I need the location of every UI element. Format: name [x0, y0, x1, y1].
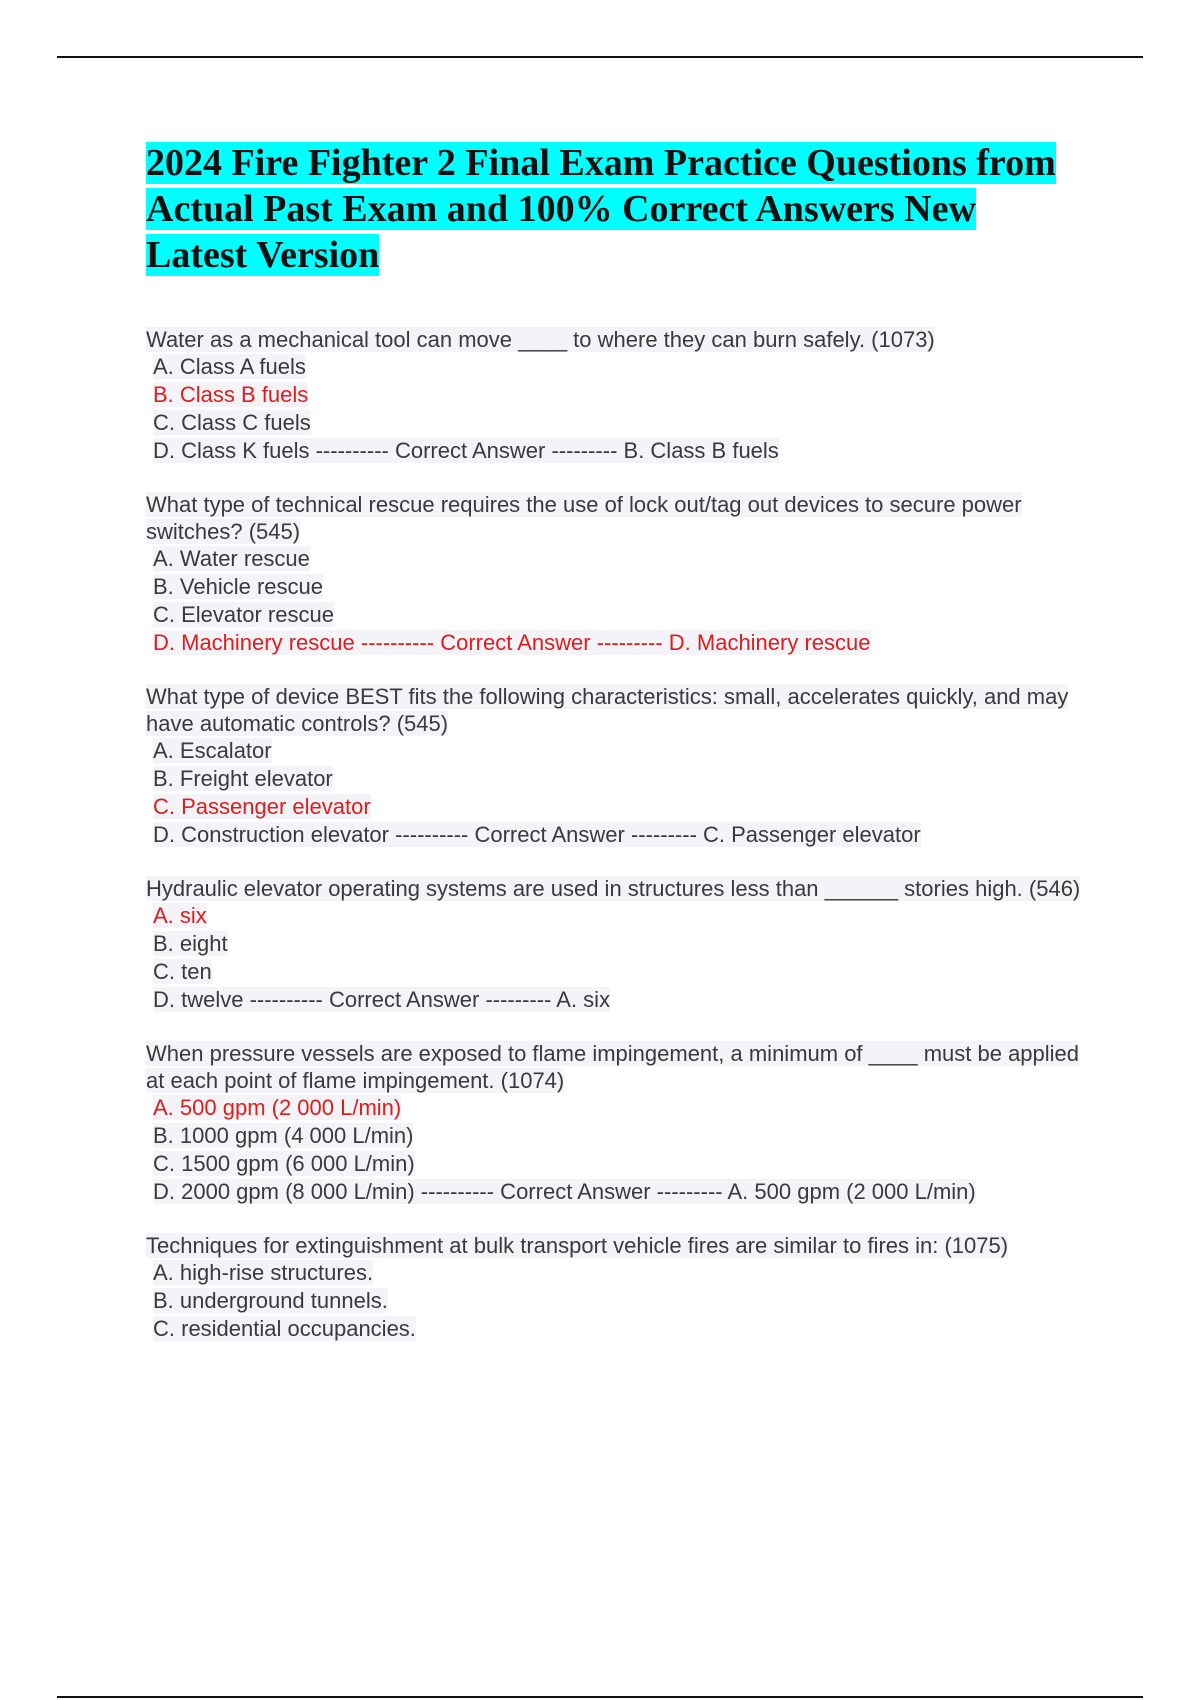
- question-stem: [146, 326, 1086, 353]
- answer-option-text: D. Construction elevator ---------- Correct Answer --------- C. Passenger elevator: [153, 822, 921, 847]
- answer-options: [146, 545, 1086, 657]
- answer-option-correct: [146, 1094, 1086, 1122]
- document-title-text: 2024 Fire Fighter 2 Final Exam Practice Questions from Actual Past Exam and 100% Correct Answers New Latest Version: [146, 142, 1056, 276]
- answer-option-text: D. Machinery rescue ---------- Correct Answer --------- D. Machinery rescue: [153, 630, 871, 655]
- question-stem-text: Water as a mechanical tool can move ____ to where they can burn safely. (1073): [146, 327, 935, 352]
- answer-option-text: C. residential occupancies.: [153, 1316, 416, 1341]
- top-rule: [57, 56, 1143, 58]
- answer-option-text: B. eight: [153, 931, 228, 956]
- answer-option-text: B. Freight elevator: [153, 766, 333, 791]
- answer-option-text: C. 1500 gpm (6 000 L/min): [153, 1151, 415, 1176]
- answer-option: [146, 765, 1086, 793]
- answer-option-text: A. 500 gpm (2 000 L/min): [153, 1095, 402, 1120]
- answer-option-text: B. underground tunnels.: [153, 1288, 388, 1313]
- answer-option: [146, 573, 1086, 601]
- answer-option-text: A. six: [153, 903, 207, 928]
- question-block: [146, 1232, 1086, 1343]
- answer-option: [146, 1150, 1086, 1178]
- question-stem: [146, 683, 1086, 737]
- question-stem-text: What type of technical rescue requires the use of lock out/tag out devices to secure power switches? (545): [146, 492, 1022, 544]
- question-stem-text: Hydraulic elevator operating systems are used in structures less than ______ stories high. (546): [146, 876, 1081, 901]
- answer-option-text: B. 1000 gpm (4 000 L/min): [153, 1123, 414, 1148]
- answer-option: [146, 1315, 1086, 1343]
- answer-option-text: A. Water rescue: [153, 546, 310, 571]
- question-block: [146, 1040, 1086, 1206]
- answer-option-text: A. Class A fuels: [153, 354, 306, 379]
- answer-option: [146, 437, 1086, 465]
- question-block: [146, 326, 1086, 465]
- answer-option-text: C. Passenger elevator: [153, 794, 371, 819]
- document-title: [146, 140, 1086, 278]
- answer-option-correct: [146, 381, 1086, 409]
- answer-option-correct: [146, 629, 1086, 657]
- answer-option-text: C. ten: [153, 959, 212, 984]
- answer-option-text: A. Escalator: [153, 738, 272, 763]
- question-stem-text: Techniques for extinguishment at bulk transport vehicle fires are similar to fires in: (1075): [146, 1233, 1009, 1258]
- question-block: [146, 875, 1086, 1014]
- answer-options: [146, 737, 1086, 849]
- question-block: [146, 491, 1086, 657]
- answer-option-correct: [146, 902, 1086, 930]
- question-stem: [146, 1040, 1086, 1094]
- answer-options: [146, 902, 1086, 1014]
- question-stem: [146, 1232, 1086, 1259]
- answer-option-text: B. Vehicle rescue: [153, 574, 323, 599]
- answer-option: [146, 1178, 1086, 1206]
- answer-options: [146, 1259, 1086, 1343]
- question-stem-text: What type of device BEST fits the following characteristics: small, accelerates quickly, and may have automatic controls? (545): [146, 684, 1069, 736]
- answer-option-text: B. Class B fuels: [153, 382, 309, 407]
- answer-option: [146, 353, 1086, 381]
- answer-option: [146, 1259, 1086, 1287]
- question-stem: [146, 875, 1086, 902]
- answer-option-text: D. 2000 gpm (8 000 L/min) ---------- Correct Answer --------- A. 500 gpm (2 000 L/min): [153, 1179, 976, 1204]
- question-stem-text: When pressure vessels are exposed to flame impingement, a minimum of ____ must be applied at each point of flame impingement. (1074): [146, 1041, 1080, 1093]
- answer-option-text: C. Elevator rescue: [153, 602, 334, 627]
- answer-option: [146, 601, 1086, 629]
- answer-option: [146, 1122, 1086, 1150]
- bottom-rule: [57, 1696, 1143, 1698]
- question-stem: [146, 491, 1086, 545]
- answer-option-text: D. Class K fuels ---------- Correct Answer --------- B. Class B fuels: [153, 438, 779, 463]
- answer-option: [146, 1287, 1086, 1315]
- answer-option-text: D. twelve ---------- Correct Answer --------- A. six: [153, 987, 611, 1012]
- answer-option: [146, 958, 1086, 986]
- answer-option-text: C. Class C fuels: [153, 410, 311, 435]
- question-block: [146, 683, 1086, 849]
- answer-option: [146, 821, 1086, 849]
- document-body: [146, 140, 1086, 1369]
- answer-options: [146, 1094, 1086, 1206]
- answer-option-correct: [146, 793, 1086, 821]
- answer-options: [146, 353, 1086, 465]
- answer-option: [146, 930, 1086, 958]
- answer-option: [146, 737, 1086, 765]
- answer-option: [146, 409, 1086, 437]
- answer-option: [146, 545, 1086, 573]
- question-list: [146, 326, 1086, 1343]
- answer-option: [146, 986, 1086, 1014]
- answer-option-text: A. high-rise structures.: [153, 1260, 374, 1285]
